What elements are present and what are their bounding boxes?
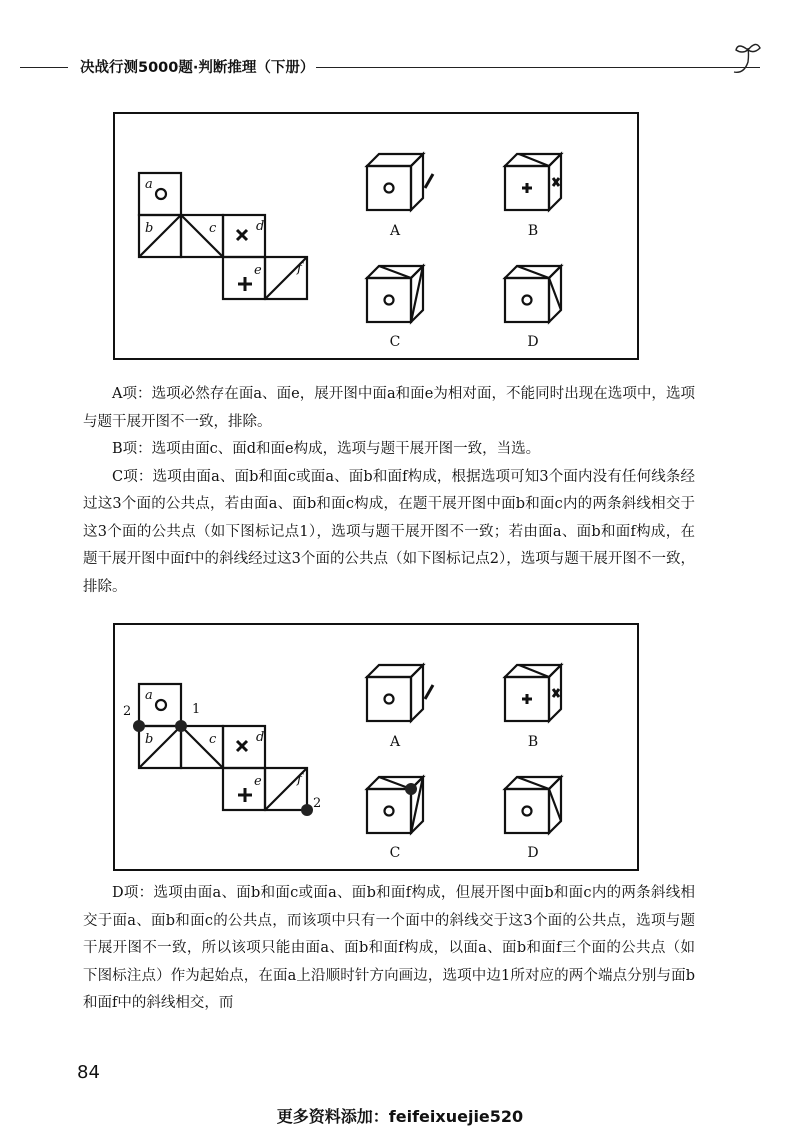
header-rule-right <box>316 67 760 68</box>
option-label-a: A <box>389 734 401 750</box>
marker-label-top: 1 <box>192 702 201 717</box>
label-d: d <box>256 219 265 234</box>
option-label-b: B <box>527 734 539 750</box>
sprout-icon <box>730 38 770 78</box>
option-label-a: A <box>389 223 401 239</box>
cube-d <box>505 266 561 322</box>
book-title: 决战行测5000题·判断推理（下册） <box>80 60 315 76</box>
label-e: e <box>254 263 262 278</box>
explanation-block-1 <box>83 381 695 601</box>
option-label-b: B <box>527 223 539 239</box>
figure-1 <box>113 112 639 360</box>
label-a: a <box>145 177 153 192</box>
option-a-explanation: A项：选项必然存在面a、面e，展开图中面a和面e为相对面，不能同时出现在选项中，选项与题干展开图不一致，排除。 <box>83 386 695 430</box>
label-f: f <box>297 772 302 787</box>
figure-1-drawing <box>115 114 636 357</box>
option-label-c: C <box>389 334 401 350</box>
page-number: 84 <box>77 1062 100 1083</box>
option-b-explanation: B项：选项由面c、面d和面e构成，选项与题干展开图一致，当选。 <box>112 441 541 457</box>
footer-note: 更多资料添加：feifeixuejie520 <box>276 1107 524 1126</box>
cube-a <box>367 154 423 210</box>
label-b: b <box>145 732 154 747</box>
option-label-d: D <box>527 334 539 350</box>
marker-point-cube-c <box>405 783 417 795</box>
label-c: c <box>209 221 217 236</box>
label-d: d <box>256 730 265 745</box>
marker-point-1 <box>175 720 187 732</box>
label-f: f <box>297 261 302 276</box>
label-a: a <box>145 688 153 703</box>
figure-2-drawing <box>115 625 636 868</box>
marker-label-right: 2 <box>313 796 322 811</box>
running-header <box>20 55 760 75</box>
cube-c <box>367 266 423 322</box>
header-rule-left <box>20 67 68 68</box>
marker-point-2-left <box>133 720 145 732</box>
figure-2 <box>113 623 639 871</box>
option-label-c: C <box>389 845 401 861</box>
option-d-explanation: D项：选项由面a、面b和面c或面a、面b和面f构成，但展开图中面b和面c内的两条斜线相交于面a、面b和面c的公共点，而该项中只有一个面中的斜线交于这3个面的公共点，选项与题干展开图不一致，所以该项只能由面a、面b和面f构成，以面a、面b和面f三个面的公共点（如下图标注点）作为起始点，在面a上沿顺时针方向画边，选项中边1所对应的两个端点分别与面b和面f中的斜线相交，而 <box>83 885 695 1011</box>
option-label-d: D <box>527 845 539 861</box>
explanation-block-2 <box>83 880 695 1018</box>
label-b: b <box>145 221 154 236</box>
marker-label-left: 2 <box>123 704 132 719</box>
label-c: c <box>209 732 217 747</box>
marker-point-2-right <box>301 804 313 816</box>
cube-b <box>505 154 561 210</box>
option-c-explanation: C项：选项由面a、面b和面c或面a、面b和面f构成，根据选项可知3个面内没有任何线条经过这3个面的公共点，若由面a、面b和面c构成，在题干展开图中面b和面c内的两条斜线相交于这3个面的公共点（如下图标记点1），选项与题干展开图不一致；若由面a、面b和面f构成，在题干展开图中面f中的斜线经过这3个面的公共点（如下图标记点2），选项与题干展开图不一致，排除。 <box>83 468 695 595</box>
label-e: e <box>254 774 262 789</box>
